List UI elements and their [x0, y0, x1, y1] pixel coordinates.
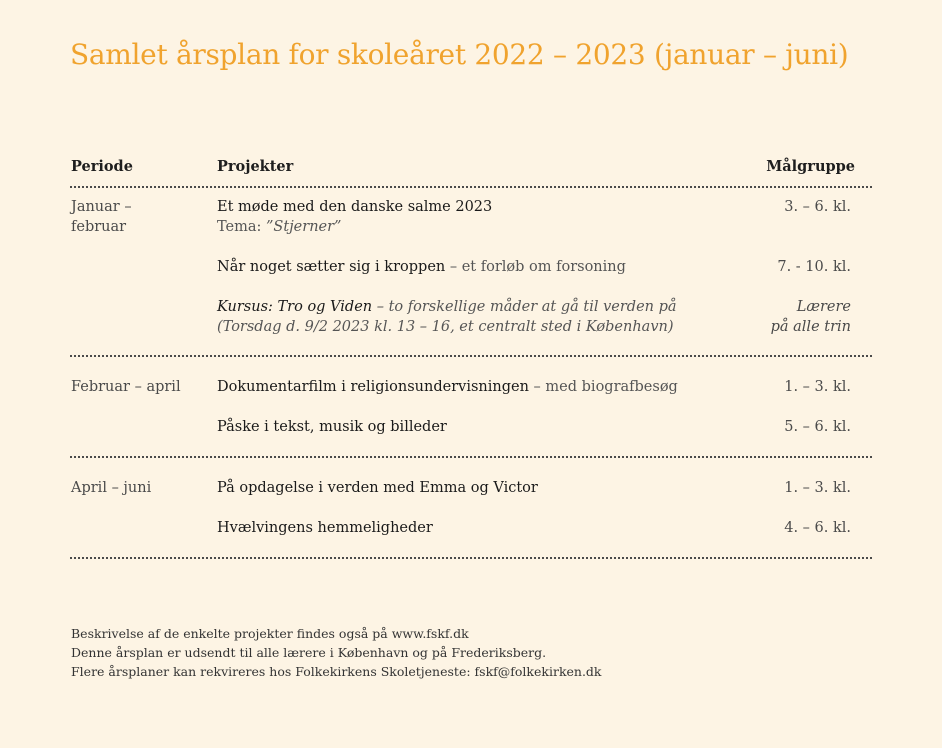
section-january-february	[70, 188, 872, 355]
target-group: 7. - 10. kl.	[777, 259, 851, 275]
footer-line: Flere årsplaner kan rekvireres hos Folkekirkens Skoletjeneste: fskf@folkekirken.dk	[71, 664, 602, 679]
project-name: Kursus: Tro og Viden	[217, 299, 373, 315]
project-name: Hvælvingens hemmeligheder	[217, 520, 433, 536]
section-february-april	[70, 357, 872, 456]
project-description: – to forskellige måder at gå til verden på	[372, 299, 677, 315]
target-group	[731, 297, 851, 337]
project-name: På opdagelse i verden med Emma og Victor	[217, 480, 538, 496]
column-header-period: Periode	[71, 158, 133, 175]
page-title: Samlet årsplan for skoleåret 2022 – 2023 (januar – juni)	[70, 38, 849, 71]
period-line: februar	[71, 219, 127, 235]
column-header-target: Målgruppe	[766, 158, 855, 175]
theme-value: ”Stjerner”	[266, 219, 342, 235]
target-group: 4. – 6. kl.	[784, 520, 851, 536]
footer-notes	[71, 624, 602, 681]
project-theme	[217, 217, 851, 237]
column-header-projects: Projekter	[217, 158, 294, 175]
footer-line: Beskrivelse af de enkelte projekter findes også på www.fskf.dk	[71, 626, 469, 641]
target-line: på alle trin	[770, 319, 851, 335]
project-name: Når noget sætter sig i kroppen	[217, 259, 446, 275]
project-description: – et forløb om forsoning	[445, 259, 626, 275]
theme-prefix: Tema:	[217, 219, 267, 235]
project-name: Et møde med den danske salme 2023	[217, 199, 493, 215]
target-line: Lærere	[796, 299, 851, 315]
section-april-june	[70, 458, 872, 557]
period-label: April – juni	[71, 480, 152, 496]
year-plan-table	[70, 156, 872, 559]
target-group: 1. – 3. kl.	[784, 379, 851, 395]
project-details: (Torsdag d. 9/2 2023 kl. 13 – 16, et centralt sted i København)	[217, 319, 674, 335]
period-label	[71, 197, 132, 237]
target-group: 1. – 3. kl.	[784, 480, 851, 496]
period-line: Januar –	[71, 199, 132, 215]
footer-line: Denne årsplan er udsendt til alle lærere i København og på Frederiksberg.	[71, 645, 547, 660]
period-label: Februar – april	[71, 379, 181, 395]
project-name: Dokumentarfilm i religionsundervisningen	[217, 379, 529, 395]
target-group: 5. – 6. kl.	[784, 419, 851, 435]
project-name: Påske i tekst, musik og billeder	[217, 419, 447, 435]
target-group: 3. – 6. kl.	[784, 199, 851, 215]
divider	[70, 557, 872, 559]
table-header	[70, 156, 872, 186]
project-description: – med biografbesøg	[528, 379, 678, 395]
